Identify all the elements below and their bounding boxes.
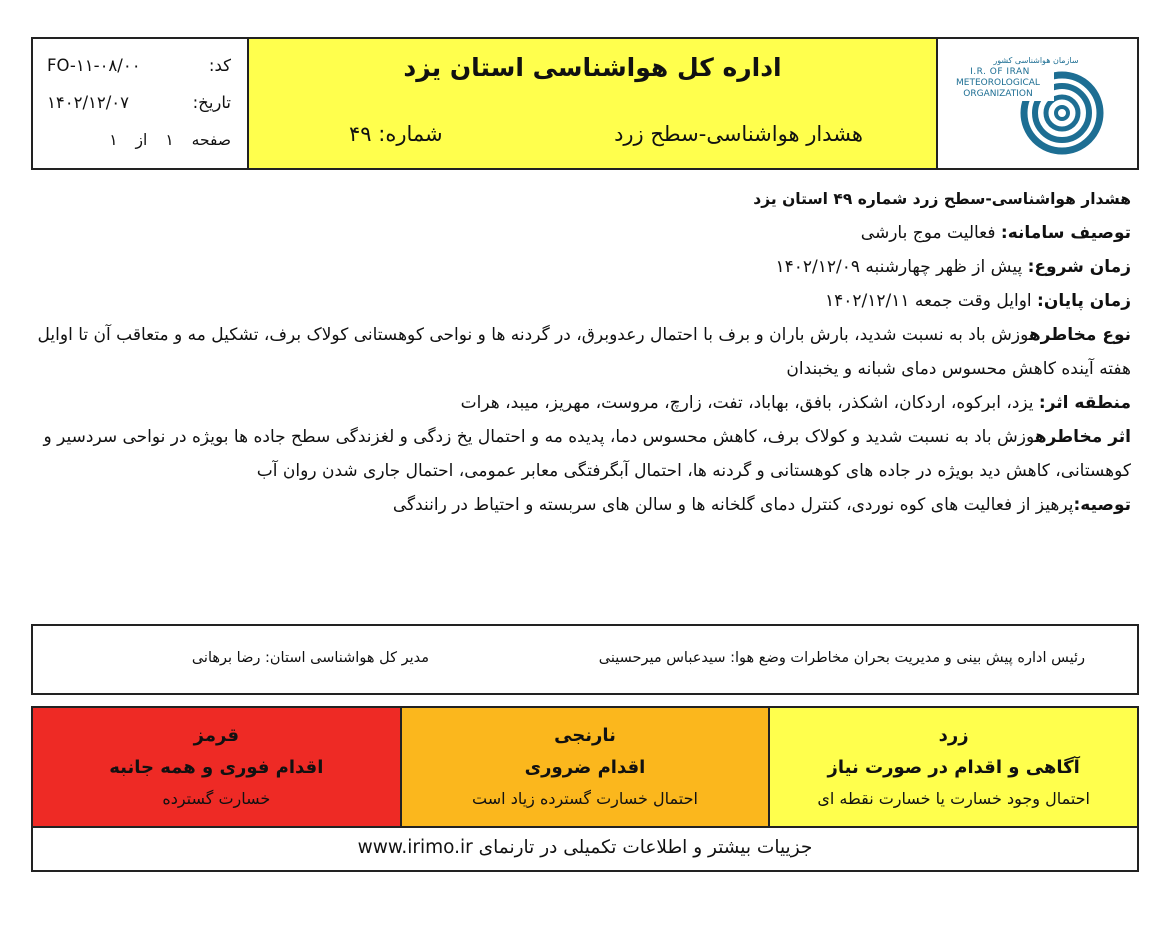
- level-description: احتمال خسارت گسترده زیاد است: [472, 789, 698, 808]
- document-meta: [33, 39, 249, 168]
- hazard-type-label: نوع مخاطره: [1028, 325, 1131, 345]
- advice-block: [36, 488, 1131, 522]
- end-line: [36, 284, 1131, 318]
- hazard-type-value: وزش باد به نسبت شدید، بارش باران و برف با احتمال رعدوبرق، در گردنه ها و نواحی کوهستانی کولاک برف، تشکیل مه و متعاقب آن تا اوایل هفته آینده کاهش محسوس دمای شبانه و یخبندان: [37, 325, 1131, 379]
- warning-level-title: هشدار هواشناسی-سطح زرد: [614, 122, 863, 146]
- advice-value: پرهیز از فعالیت های کوه نوردی، کنترل دمای گلخانه ها و سالن های سربسته و احتیاط در رانندگی: [392, 495, 1074, 515]
- impact-area-line: [36, 386, 1131, 420]
- warning-heading: هشدار هواشناسی-سطح زرد شماره ۴۹ استان یزد: [753, 190, 1131, 208]
- website-link[interactable]: www.irimo.ir: [357, 837, 473, 858]
- page-of: از: [135, 130, 148, 149]
- code-label: کد:: [208, 56, 231, 75]
- end-value: اوایل وقت جمعه ۱۴۰۲/۱۲/۱۱: [824, 291, 1032, 311]
- date-row: [47, 84, 231, 121]
- impact-area-label: منطقه اثر:: [1038, 393, 1131, 413]
- warning-number-value: ۴۹: [349, 122, 372, 146]
- level-action: اقدام ضروری: [524, 757, 646, 778]
- signature-box: [31, 624, 1139, 695]
- irimo-logo-icon: [938, 39, 1137, 168]
- forecast-head-title: رئیس اداره پیش بینی و مدیریت بحران مخاطرات وضع هوا:: [730, 650, 1085, 666]
- end-label: زمان پایان:: [1037, 291, 1131, 311]
- system-line: [36, 216, 1131, 250]
- date-label: تاریخ:: [192, 93, 231, 112]
- page-row: [47, 121, 231, 158]
- code-value: FO-۱۱-۰۸/۰۰: [47, 56, 141, 75]
- forecast-head-name: سیدعباس میرحسینی: [598, 650, 726, 666]
- svg-text:METEOROLOGICAL: METEOROLOGICAL: [956, 78, 1040, 88]
- advice-label: توصیه:: [1073, 495, 1131, 515]
- level-orange: [402, 708, 771, 826]
- document-header: [31, 37, 1139, 170]
- level-action: اقدام فوری و همه جانبه: [109, 757, 324, 778]
- director-signature: [192, 650, 429, 666]
- irimo-logo: [938, 39, 1137, 168]
- warning-number: [349, 122, 443, 146]
- system-value: فعالیت موج بارشی: [860, 223, 996, 243]
- warning-levels-legend: [31, 706, 1139, 828]
- warning-number-label: شماره:: [378, 122, 443, 146]
- director-title: مدیر کل هواشناسی استان:: [265, 650, 429, 666]
- code-row: [47, 47, 231, 84]
- level-description: خسارت گسترده: [162, 789, 271, 808]
- office-title: اداره کل هواشناسی استان یزد: [403, 53, 782, 82]
- svg-text:I.R. OF IRAN: I.R. OF IRAN: [970, 67, 1030, 77]
- svg-text:ORGANIZATION: ORGANIZATION: [963, 89, 1033, 99]
- level-action: آگاهی و اقدام در صورت نیاز: [827, 757, 1080, 778]
- level-description: احتمال وجود خسارت یا خسارت نقطه ای: [817, 789, 1090, 808]
- forecast-head-signature: [599, 650, 1085, 666]
- level-yellow: [770, 708, 1137, 826]
- footer-text: جزییات بیشتر و اطلاعات تکمیلی در تارنمای: [478, 837, 813, 858]
- page-label: صفحه: [191, 130, 231, 149]
- system-label: توصیف سامانه:: [1000, 223, 1131, 243]
- header-title-panel: [249, 39, 938, 168]
- hazard-effect-value: وزش باد به نسبت شدید و کولاک برف، کاهش محسوس دما، پدیده مه و احتمال یخ زدگی و لغزندگی سطح جاده ها بویژه در نواحی سردسیر و کوهستانی، کاهش دید بویژه در جاده های کوهستانی و گردنه ها، احتمال آبگرفتگی معابر عمومی، احتمال جاری شدن روان آب: [43, 427, 1131, 481]
- level-red: [33, 708, 402, 826]
- start-label: زمان شروع:: [1027, 257, 1131, 277]
- page-current: ۱: [165, 130, 174, 149]
- footer-info: [31, 826, 1139, 872]
- director-name: رضا برهانی: [191, 650, 261, 666]
- date-value: ۱۴۰۲/۱۲/۰۷: [47, 93, 130, 112]
- level-name: زرد: [938, 725, 969, 746]
- hazard-type-block: [36, 318, 1131, 386]
- hazard-effect-label: اثر مخاطره: [1034, 427, 1131, 447]
- svg-text:سازمان هواشناسی کشور: سازمان هواشناسی کشور: [993, 56, 1079, 65]
- level-name: قرمز: [193, 725, 239, 746]
- level-name: نارنجی: [554, 725, 616, 746]
- impact-area-value: یزد، ابرکوه، اردکان، اشکذر، بافق، بهاباد، تفت، زارچ، مروست، مهریز، میبد، هرات: [460, 393, 1034, 413]
- page-total: ۱: [109, 130, 118, 149]
- start-line: [36, 250, 1131, 284]
- warning-body: [36, 182, 1131, 522]
- start-value: پیش از ظهر چهارشنبه ۱۴۰۲/۱۲/۰۹: [775, 257, 1023, 277]
- hazard-effect-block: [36, 420, 1131, 488]
